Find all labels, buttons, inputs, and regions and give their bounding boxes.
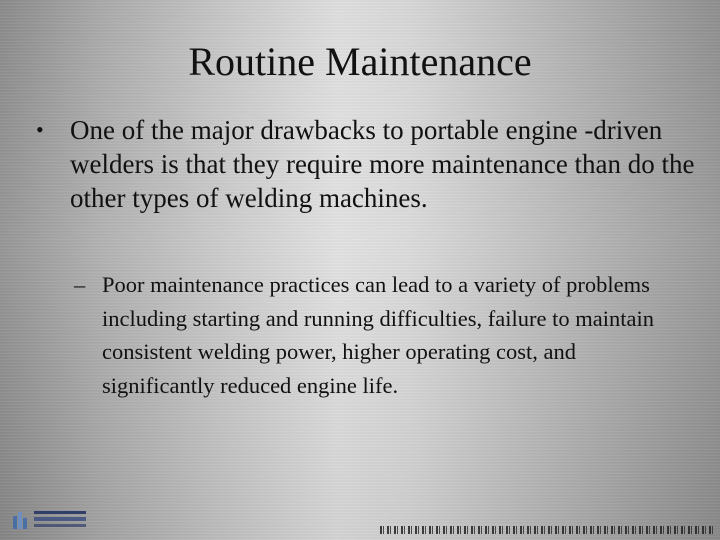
bullet-item xyxy=(36,113,696,215)
sub-bullet-item xyxy=(74,268,684,402)
bullet-marker: • xyxy=(36,117,44,142)
sub-bullet-text: Poor maintenance practices can lead to a variety of problems including starting and running difficulties, failure to maintain consistent welding power, higher operating cost, and significantly reduced engine life. xyxy=(102,272,654,398)
footer-barcode-icon xyxy=(380,526,714,534)
slide-title: Routine Maintenance xyxy=(188,39,532,84)
publisher-logo-icon xyxy=(10,507,88,531)
bullet-text: One of the major drawbacks to portable engine -driven welders is that they require more maintenance than do the other types of welding machines. xyxy=(70,115,695,213)
sub-bullet-marker: – xyxy=(74,272,86,297)
